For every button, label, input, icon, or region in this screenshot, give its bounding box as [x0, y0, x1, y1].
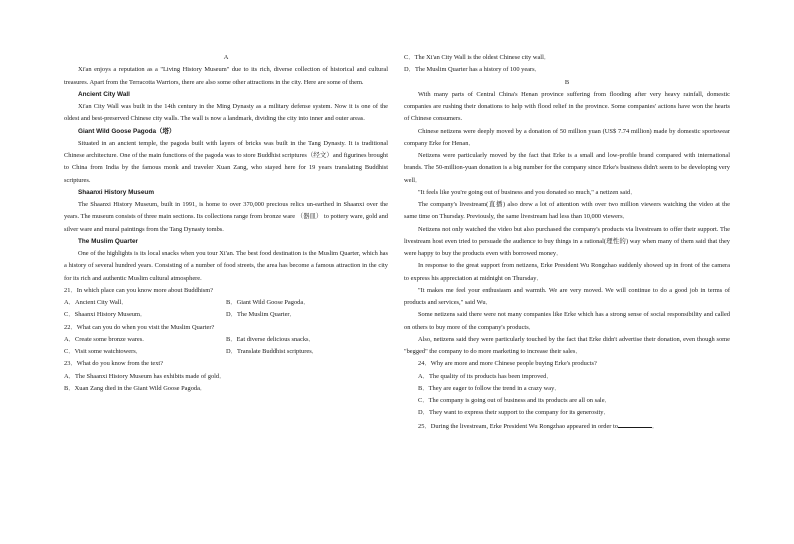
section-a-heading: A [223, 54, 229, 61]
question-23: 23．What do you know from the text? [64, 360, 164, 368]
option-24d: D．They want to express their support to the company for its generosity． [418, 409, 610, 417]
question-22-options-row-2 [64, 346, 388, 358]
section-b-heading: B [564, 78, 570, 86]
paragraph-city-wall: Xi'an City Wall was built in the 14th century in the Ming Dynasty as a military defense system. Now it is one of the oldest and best-preserved Chinese city walls. The wall is now a landmark, dividing the city into inner and outer areas. [64, 103, 388, 123]
option-21a: A．Ancient City Wall． [64, 299, 128, 306]
option-22c: C．Visit some watchtowers． [64, 348, 143, 355]
option-22a: A．Create some bronze wares. [64, 335, 144, 343]
option-22b: B．Eat diverse delicious snacks． [226, 335, 315, 343]
passage-b-paragraph-7: In response to the great support from netizens, Erke President Wu Rongzhao suddenly showed up in front of the camera to express his appreciation at midnight on Thursday． [404, 262, 730, 282]
question-21: 21．In which place can you know more about Buddhism? [64, 286, 214, 294]
passage-a-intro: Xi'an enjoys a reputation as a "Living History Museum" due to its rich, diverse collection of historical and cultural treasures. Apart from the Terracotta Warriors, there are also some other attractions in the city. Here are some of them. [64, 66, 388, 86]
heading-city-wall: Ancient City Wall [78, 90, 130, 98]
heading-pagoda: Giant Wild Goose Pagoda（塔） [78, 127, 176, 135]
question-22: 22．What can you do when you visit the Muslim Quarter? [64, 323, 215, 331]
passage-b-paragraph-4: "It feels like you're going out of business and you donated so much," a netizen said． [418, 188, 637, 196]
passage-b-paragraph-5: The company's livestream(直播) also drew a lot of attention with over two million viewers watching the video at the same time on Thursday. Previously, the same livestream had less than 10,000 viewers． [404, 201, 730, 221]
passage-b-paragraph-3: Netizens were particularly moved by the fact that Erke is a small and low-profile brand compared with international brands. The 50-million-yuan donation is a big number for the company since Erke's business didn't seem to be developing very well． [404, 152, 730, 184]
option-22d: D．Translate Buddhist scriptures． [226, 348, 319, 355]
option-23b: B．Xuan Zang died in the Giant Wild Goose Pagoda． [64, 384, 207, 392]
option-23c: C．The Xi'an City Wall is the oldest Chinese city wall． [404, 54, 551, 61]
question-25: 25．During the livestream, Erke President Wu Rongzhao appeared in order to ． [404, 420, 730, 433]
question-21-options-row-2 [64, 309, 388, 321]
question-25-text: 25．During the livestream, Erke President Wu Rongzhao appeared in order to [418, 422, 618, 430]
passage-b-paragraph-2: Chinese netizens were deeply moved by a donation of 50 million yuan (US$ 7.74 million) made by domestic sportswear company Erke for Henan． [404, 127, 730, 147]
right-column [404, 52, 730, 433]
option-23d: D．The Muslim Quarter has a history of 100 years． [404, 66, 542, 74]
heading-museum: Shaanxi History Museum [78, 188, 154, 196]
left-column [64, 52, 388, 395]
passage-b-paragraph-8: "It makes me feel your enthusiasm and warmth. We are very moved. We will continue to do a good job in terms of products and services," said Wu． [404, 286, 730, 306]
option-24c: C．The company is going out of business and its products are all on sale． [418, 397, 611, 404]
question-21-options-row-1 [64, 297, 388, 309]
passage-b-paragraph-6: Netizens not only watched the video but also purchased the company's products via livestream to offer their support. The livestream host even tried to persuade the audience to buy things in a rational(理性的) way when many of them said that they were happy to buy the products even with borrowed money． [404, 225, 730, 257]
option-24b: B．They are eager to follow the trend in a crazy way． [418, 384, 561, 392]
passage-b-paragraph-10: Also, netizens said they were particularly touched by the fact that Erke didn't advertise their donation, even though some "begged" the company to do more marketing to increase their sales． [404, 335, 730, 355]
option-23a: A．The Shaanxi History Museum has exhibits made of gold． [64, 372, 226, 380]
option-24a: A．The quality of its products has been improved． [418, 372, 553, 380]
option-21b: B．Giant Wild Goose Pagoda． [226, 299, 310, 306]
option-21c: C．Shaanxi History Museum． [64, 311, 147, 319]
paragraph-muslim-quarter: One of the highlights is its local snacks when you tour Xi'an. The best food destination is the Muslim Quarter, which has a history of several hundred years. Consisting of a number of food streets, the area has become a famous attraction in the city for its rich and authentic Muslim cultural atmosphere. [64, 250, 388, 282]
passage-b-paragraph-9: Some netizens said there were not many companies like Erke which has a strong sense of social responsibility and called on others to buy more of the company's products． [404, 311, 730, 331]
question-24: 24．Why are more and more Chinese people buying Erke's products? [418, 360, 597, 368]
heading-muslim-quarter: The Muslim Quarter [78, 237, 139, 245]
option-21d: D．The Muslim Quarter． [226, 311, 296, 319]
paragraph-museum: The Shaanxi History Museum, built in 1991, is home to over 370,000 precious relics un-earthed in Shaanxi over the years. The museum consists of three main sections. Its collections range from bronze ware （器皿） to pottery ware, gold and silver ware and mural paintings from the Tang Dynasty tombs. [64, 201, 388, 233]
passage-b-paragraph-1: With many parts of Central China's Henan province suffering from flooding after very heavy rainfall, domestic companies are rushing their donations to help with flood relief in the province. Some companies' actions have won the hearts of Chinese consumers. [404, 90, 730, 123]
question-22-options-row-1 [64, 334, 388, 346]
answer-blank [618, 420, 652, 428]
paragraph-pagoda: Situated in an ancient temple, the pagoda built with layers of bricks was built in the Tang Dynasty. It is traditional Chinese architecture. One of the main functions of the pagoda was to store Buddhist scriptures（经文）and figurines brought to China from India by the famous monk and traveler Xuan Zang, who stayed here for 19 years translating Buddhist scriptures. [64, 139, 388, 184]
